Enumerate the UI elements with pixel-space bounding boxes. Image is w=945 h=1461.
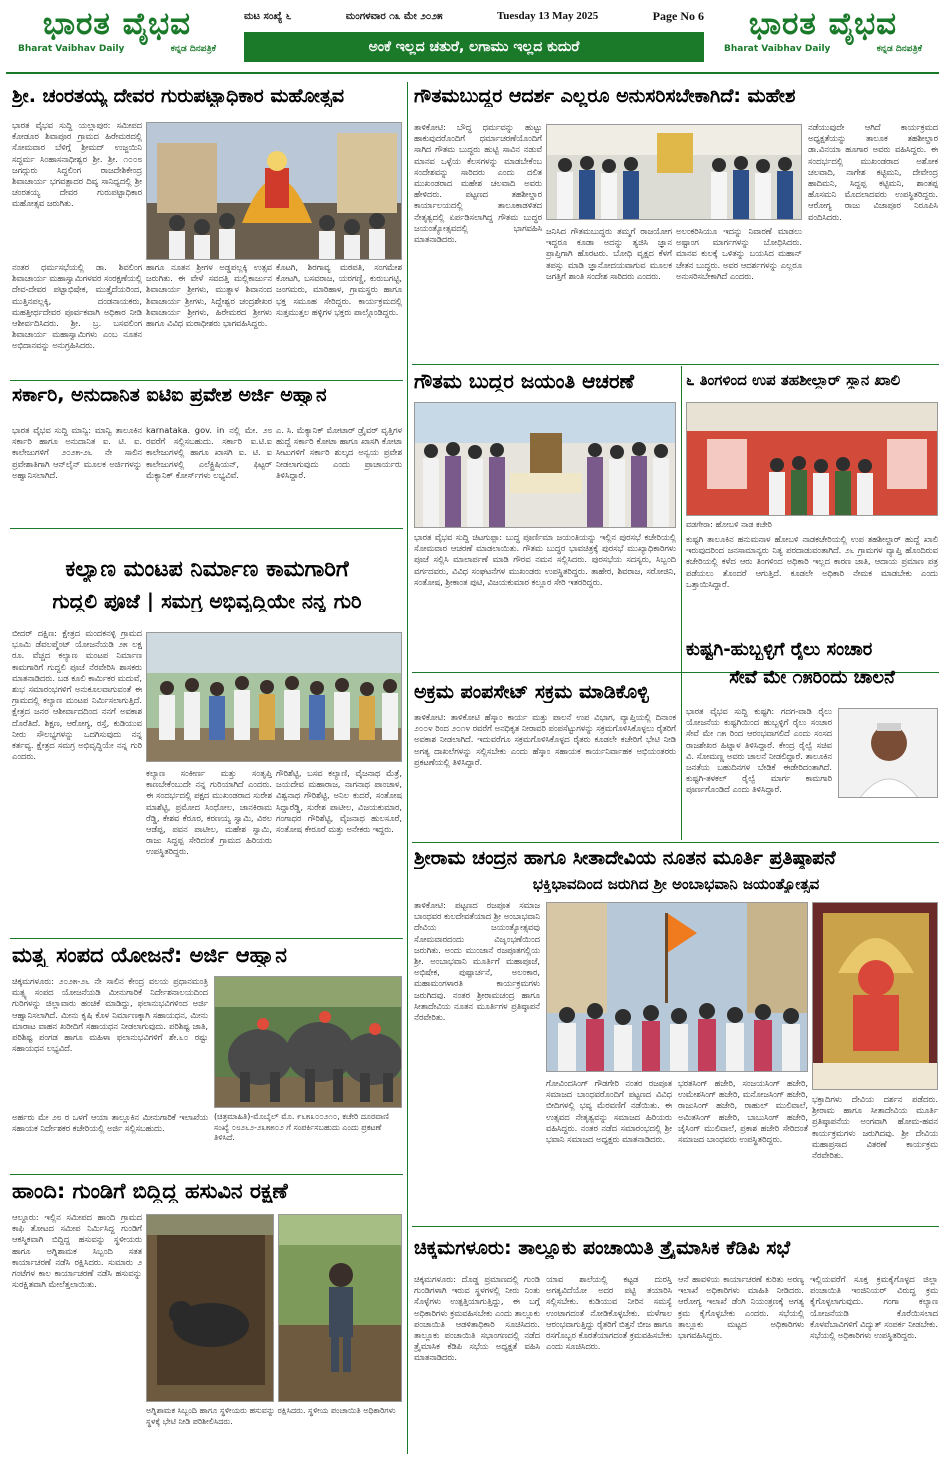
article-text: ಗೌರಿಶೆಟ್ಟಿ, ಬಸವ ಕಲ್ಯಾಣಿ, ವೈಜನಾಥ ಮೆತ್ರೆ, ಜಯದೇವ ಮಹಾರಾಜ, ನಾಗನಾಥ ಪಾಂಚಾಳ, ವಿಶ್ವನಾಥ ಗೌರಿಶೆಟ್ಟಿ, ಅನಿಲ ಕುದರೆ, ಸಂತೋಷ ಸಿದ್ದಾರೆಡ್ಡಿ, ಸುರೇಶ ಪಾಟೀಲ, ವಿಜಯಕುಮಾರ, ಗಂಗಾಧರ ಗೌರಿಶೆಟ್ಟಿ, ವೈಜನಾಥ ಹುಲಸೂರೆ, ಸಂತೋಷ ಕೇರೂರೆ ಮತ್ತು ಅನೇಕರು ಇದ್ದರು.: [276, 768, 402, 835]
photo-mp-portrait: [838, 708, 938, 798]
article-text: ಯಾವ ಶಾಲೆಯಲ್ಲಿ ಕಟ್ಟಡ ದುರಸ್ತಿ ಅಗತ್ಯವಿದೆಯೋ ಅದರ ಪಟ್ಟಿ ತಯಾರಿಸಿ ಸಲ್ಲಿಸಬೇಕು. ಕುಡಿಯುವ ನೀರಿನ ಸಮಸ್ಯೆ ಉಂಟಾಗದಂತೆ ನೋಡಿಕೊಳ್ಳಬೇಕು. ಮಳೆಗಾಲ ಆರಂಭವಾಗುತ್ತಿದ್ದು ರೈತರಿಗೆ ಬಿತ್ತನೆ ಬೀಜ ಹಾಗೂ ರಸಗೊಬ್ಬರ ಕೊರತೆಯಾಗದಂತೆ ಕ್ರಮವಹಿಸಬೇಕು ಎಂದು ಸೂಚಿಸಿದರು.: [546, 1274, 672, 1352]
headline-buddha-ideals: ಗೌತಮಬುದ್ಧರ ಆದರ್ಶ ಎಲ್ಲರೂ ಅನುಸರಿಸಬೇಕಾಗಿದೆ: ಮಹೇಶ: [414, 86, 796, 107]
article-text: ತಾಳಿಕೋಟಿ: ತಾಳಿಕೋಟಿ ಹೆಸ್ಕಾಂ ಕಾರ್ಯ ಮತ್ತು ಪಾಲನೆ ಉಪ ವಿಭಾಗ, ವ್ಯಾಪ್ತಿಯಲ್ಲಿ ದಿನಾಂಕ ೨೦೦೪ ರಿಂದ ೨೦೧೪ ರವರೆಗೆ ಅನಧಿಕೃತ ನೀರಾವರಿ ಪಂಪಸೆಟ್ಟುಗಳನ್ನು ಸಕ್ರಮಗೊಳಿಸಿಕೊಳ್ಳಲು ರೈತರಿಗೆ ಅವಕಾಶ ನೀಡಲಾಗಿದೆ. ಇದುವರೆಗೂ ಸಕ್ರಮಗೊಳಿಸಿಕೊಳ್ಳದ ರೈತರು ಕೂಡಲೇ ಕಚೇರಿಗೆ ಭೇಟಿ ನೀಡಿ ಅಗತ್ಯ ದಾಖಲೆಗಳನ್ನು ಸಲ್ಲಿಸಬೇಕು ಎಂದು ಹೆಸ್ಕಾಂ ಸಹಾಯಕ ಕಾರ್ಯನಿರ್ವಾಹಕ ಅಭಿಯಂತರರು ಪ್ರಕಟಣೆಯಲ್ಲಿ ತಿಳಿಸಿದ್ದಾರೆ.: [414, 712, 676, 767]
article-text: ಇಲ್ಲಿಯವರೆಗೆ ಸೂಕ್ತ ಕ್ರಮಕೈಗೊಳ್ಳದ ಜಿಲ್ಲಾ ಪಂಚಾಯಿತಿ ಇಂಜಿನಿಯರ್ ವಿರುದ್ಧ ಕ್ರಮ ಕೈಗೊಳ್ಳಲಾಗುವುದು. ಗಂಗಾ ಕಲ್ಯಾಣ ಯೋಜನೆಯಡಿ ಕೊರೆಯಿಸಲಾದ ಕೊಳವೆಬಾವಿಗಳಿಗೆ ವಿದ್ಯುತ್ ಸಂಪರ್ಕ ನೀಡಬೇಕು. ಸಭೆಯಲ್ಲಿ ಅಧಿಕಾರಿಗಳು ಉಪಸ್ಥಿತರಿದ್ದರು.: [810, 1274, 938, 1341]
photo-buddha-jayanti-group: [546, 124, 802, 220]
masthead-tagline: ಅಂಕೆ ಇಲ್ಲದ ಚತುರೆ, ಲಗಾಮು ಇಲ್ಲದ ಕುದುರೆ: [244, 32, 704, 62]
article-text: ಕೊಟಗಿ, ಶಿರಗಾವ್ಯ ಮಠಪತಿ, ಸಂಗಮೇಶ ಕೋಟಗಿ, ಬಸವರಾಜ, ಯರಗಣ್ಣಿ, ಕುರುಬಗಟ್ಟಿ, ಜಂಗಮರು, ಮಾರಿಹಾಳ, ಗ್ರಾಮಸ್ಥರು ಹಾಗೂ ಭಕ್ತ ಸಮೂಹ ಸೇರಿದ್ದರು. ಕಾರ್ಯಕ್ರಮದಲ್ಲಿ ಸುತ್ತಮುತ್ತಲ ಹಳ್ಳಿಗಳ ಭಕ್ತರು ಪಾಲ್ಗೊಂಡಿದ್ದರು.: [276, 262, 402, 317]
column-divider: [681, 366, 682, 670]
headline-kdp-meeting: ಚಿಕ್ಕಮಗಳೂರು: ತಾಲ್ಲೂಕು ಪಂಚಾಯಿತಿ ತ್ರೈಮಾಸಿಕ ಕೆಡಿಪಿ ಸಭೆ: [414, 1238, 791, 1259]
article-text: ನಡೆಯುವುದೇ ಆಗಿದೆ ಕಾರ್ಯಕ್ರಮದ ಅಧ್ಯಕ್ಷತೆಯನ್ನು ತಾಲೂಕ ತಹಶೀಲ್ದಾರ ಡಾ.ವಿನಯಾ ಹೂಗಾರ ಅವರು ವಹಿಸಿದ್ದರು. ಈ ಸಂದರ್ಭದಲ್ಲಿ ಮುಖಂಡರಾದ ಅಶೋಕ ಚಲವಾದಿ, ನಾಗೇಶ ಕಟ್ಟಿಮನಿ, ದೇವೇಂದ್ರ ಹಾದಿಮನಿ, ಸಿದ್ದಪ್ಪ ಕಟ್ಟಿಮನಿ, ಶಾಂತಪ್ಪ ಹೊಸಮನಿ ಮೊದಲಾದವರು ಉಪಸ್ಥಿತರಿದ್ದರು. ಆರೋಗ್ಯ ರಾಜು ವಿಜಾಪೂರ ನಿರೂಪಿಸಿ ವಂದಿಸಿದರು.: [808, 122, 938, 222]
article-divider: [412, 842, 939, 843]
headline-buddha-jayanti: ಗೌತಮ ಬುದ್ಧರ ಜಯಂತಿ ಆಚರಣೆ: [414, 370, 635, 392]
photo-caption: (ಚಿತ್ರಮಾಹಿತಿ)-ಮೊಬೈಲ್ ಮೊ. ೯೬೫೩೦೦೨೧೦, ಕಚೇರಿ ದೂರವಾಣಿ ಸಂಖ್ಯೆ ೦೮೨೬೨-೨೩೫೫೦೨ ಗೆ ಸಂಪರ್ಕಿಸಬಹುದು ಎಂದು ಪ್ರಕಟಣೆ ತಿಳಿಸಿದೆ.: [214, 1112, 389, 1142]
logo-title: ಭಾರತ ವೈಭವ: [748, 6, 898, 42]
headline-deputy-tahsildar: ೬ ತಿಂಗಳಿಂದ ಉಪ ತಹಶೀಲ್ದಾರ್ ಸ್ಥಾನ ಖಾಲಿ: [686, 372, 901, 389]
article-divider: [10, 1174, 403, 1175]
article-divider: [412, 1226, 939, 1227]
article-divider: [10, 938, 403, 939]
headline-train-service-2: ಸೇವೆ ಮೇ ೧೫ರಿಂದು ಚಾಲನೆ: [729, 668, 895, 688]
article-text: ಬೀದರ್ ದಕ್ಷಿಣ: ಕ್ಷೇತ್ರದ ಮಂದಕನಳ್ಳಿ ಗ್ರಾಮದ ಭೂಮಿ ಡೆವಲಪ್ಮೆಂಟ್ ಯೋಜನೆಯಡಿ ೨೫ ಲಕ್ಷ ರೂ. ವೆಚ್ಚದ ಕಲ್ಯಾಣ ಮಂಟಪ ನಿರ್ಮಾಣ ಕಾಮಗಾರಿಗೆ ಗುದ್ದಲಿ ಪೂಜೆ ನೆರವೇರಿಸಿ ಶಾಸಕರು ಮಾತನಾಡಿದರು. ಬಡ ಕೂಲಿ ಕಾರ್ಮಿಕರ ಮದುವೆ, ಶುಭ ಸಮಾರಂಭಗಳಿಗೆ ಅನುಕೂಲವಾಗುವಂತೆ ಈ ಗ್ರಾಮದಲ್ಲಿ ಕಲ್ಯಾಣ ಮಂಟಪ ನಿರ್ಮಿಸಲಾಗುತ್ತಿದೆ. ಕ್ಷೇತ್ರದ ಜನರ ಆಶೀರ್ವಾದದಿಂದ ನನಗೆ ಅವಕಾಶ ದೊರೆತಿದೆ. ಶಿಕ್ಷಣ, ಆರೋಗ್ಯ, ರಸ್ತೆ, ಕುಡಿಯುವ ನೀರು ಸೌಲಭ್ಯಗಳನ್ನು ಒದಗಿಸುವುದು ನನ್ನ ಕರ್ತವ್ಯ. ಕ್ಷೇತ್ರದ ಸಮಗ್ರ ಅಭಿವೃದ್ಧಿಯೇ ನನ್ನ ಗುರಿ ಎಂದರು.: [12, 628, 142, 762]
article-divider: [10, 528, 403, 529]
article-text: ತಾಳಿಕೋಟಿ: ಪಟ್ಟಣದ ರಜಪೂತ ಸಮಾಜ ಬಾಂಧವರ ಕುಲದೇವತೆಯಾದ ಶ್ರೀ ಅಂಬಾಭವಾನಿ ದೇವಿಯ ಜಯಂತ್ಯೋತ್ಸವವು ಸೋಮವಾರದಂದು ವಿಜೃಂಭಣೆಯಿಂದ ಜರುಗಿತು. ಅಂದು ಮುಂಜಾನೆ ರಜಪೂತಗಲ್ಲಿಯ ಶ್ರೀ. ಅಂಬಾಭವಾನಿ ಮೂರ್ತಿಗೆ ಮಹಾಪೂಜೆ, ಅಭಿಷೇಕ, ಪುಷ್ಪಾರ್ಚನೆ, ಅಲಂಕಾರ, ಮಹಾಮಂಗಳಾರತಿ ಕಾರ್ಯಕ್ರಮಗಳು ಜರುಗಿದವು. ನಂತರ ಶ್ರೀರಾಮಚಂದ್ರ ಹಾಗೂ ಸೀತಾದೇವಿಯ ನೂತನ ಮೂರ್ತಿಗಳ ಪ್ರತಿಷ್ಠಾಪನೆ ನೆರವೇರಿತು.: [414, 900, 540, 1023]
headline-pumpset: ಅಕ್ರಮ ಪಂಪಸೇಟ್ ಸಕ್ರಮ ಮಾಡಿಕೊಳ್ಳಿ: [414, 682, 649, 703]
article-text: ಆನೆ ಹಾವಳಿಯ ಕಾರ್ಯಾಚರಣೆ ಕುರಿತು ಅರಣ್ಯ ಇಲಾಖೆ ಅಧಿಕಾರಿಗಳು ಮಾಹಿತಿ ನೀಡಿದರು. ಆರೋಗ್ಯ ಇಲಾಖೆ ಡೆಂಗಿ ನಿಯಂತ್ರಣಕ್ಕೆ ಅಗತ್ಯ ಕ್ರಮ ಕೈಗೊಳ್ಳಬೇಕು ಎಂದರು. ಸಭೆಯಲ್ಲಿ ತಾಲ್ಲೂಕು ಮಟ್ಟದ ಅಧಿಕಾರಿಗಳು ಭಾಗವಹಿಸಿದ್ದರು.: [678, 1274, 804, 1341]
article-text: ಗೋವಿಂದಸಿಂಗ್ ಗೌಡಗೇರಿ ನಂತರ ರಜಪೂತ ಸಮಾಜದ ಬಾಂಧವರೊಂದಿಗೆ ಪಟ್ಟಣದ ವಿವಿಧ ಬೀದಿಗಳಲ್ಲಿ ಭವ್ಯ ಮೆರವಣಿಗೆ ನಡೆಯಿತು. ಈ ಉತ್ಸವದ ನೇತೃತ್ವವನ್ನು ಸಮಾಜದ ಹಿರಿಯರು ವಹಿಸಿದ್ದರು. ನಂತರ ನಡೆದ ಸಮಾರಂಭದಲ್ಲಿ ಶ್ರೀ ಭವಾನಿ ಸಮಾಜದ ಅಧ್ಯಕ್ಷರು ಮಾತನಾಡಿದರು.: [546, 1078, 672, 1145]
article-text: ಜನಿಸಿದ ಗೌತಮಬುದ್ಧರು ತಮ್ಮಗೆ ರಾಜಯೋಗ ಇದ್ದರೂ ಕೂಡಾ ಅದನ್ನು ತ್ಯಜಿಸಿ ಜ್ಞಾನ ಪ್ರಾಪ್ತಿಗಾಗಿ ಹೊರಟರು. ಬೋಧಿ ವೃಕ್ಷದ ಕೆಳಗೆ ತಪಸ್ಸು ಮಾಡಿ ಜ್ಞಾನೋದಯವಾಗುವ ಮೂಲಕ ಜಗತ್ತಿಗೆ ಶಾಂತಿ ಸಂದೇಶ ಸಾರಿದರು ಎಂದರು.: [546, 226, 672, 281]
headline-cow-rescue: ಹಾಂದಿ: ಗುಂಡಿಗೆ ಬಿದ್ದಿದ್ದ ಹಸುವಿನ ರಕ್ಷಣೆ: [12, 1180, 288, 1203]
article-text: ಎ. ಸಿ. ಮೆಕ್ಯಾನಿಕ್ ಮೋಟಾರ್ ಡ್ರೈವರ್ ವೃತ್ತಿಗಳ ಹುದ್ದೆ ಸರ್ಕಾರಿ ಕೋಟಾ ಹಾಗೂ ಖಾಸಗಿ ಕೋಟಾ ಸೀಟುಗಳಿಗೆ ಸರ್ಕಾರಿ ಶುಲ್ಕದ ಅನ್ವಯ ಪ್ರವೇಶ ನೀಡಲಾಗುವುದು ಎಂದು ಪ್ರಾಚಾರ್ಯರು ತಿಳಿಸಿದ್ದಾರೆ.: [276, 425, 402, 480]
headline-sriram-idol: ಶ್ರೀರಾಮ ಚಂದ್ರನ ಹಾಗೂ ಸೀತಾದೇವಿಯ ನೂತನ ಮೂರ್ತಿ ಪ್ರತಿಷ್ಠಾಪನೆ: [414, 848, 836, 869]
article-text: ಚಿಕ್ಕಮಗಳೂರು: ದೊಡ್ಡ ಪ್ರಮಾಣದಲ್ಲಿ ಗುಂಡಿ ಗುಂಡಿಗಳಾಗಿ ಇರುವ ಸ್ಥಳಗಳಲ್ಲಿ ನೀರು ನಿಂತು ಸೊಳ್ಳೆಗಳು ಉತ್ಪತ್ತಿಯಾಗುತ್ತಿದ್ದು, ಈ ಬಗ್ಗೆ ಅಧಿಕಾರಿಗಳು ಕ್ರಮವಹಿಸಬೇಕು ಎಂದು ತಾಲ್ಲೂಕು ಪಂಚಾಯಿತಿ ಆಡಳಿತಾಧಿಕಾರಿ ಸೂಚಿಸಿದರು. ತಾಲ್ಲೂಕು ಪಂಚಾಯಿತಿ ಸಭಾಂಗಣದಲ್ಲಿ ನಡೆದ ತ್ರೈಮಾಸಿಕ ಕೆಡಿಪಿ ಸಭೆಯ ಅಧ್ಯಕ್ಷತೆ ವಹಿಸಿ ಮಾತನಾಡಿದರು.: [414, 1274, 540, 1363]
headline-kalyana-mantapa: ಕಲ್ಯಾಣ ಮಂಟಪ ನಿರ್ಮಾಣ ಕಾಮಗಾರಿಗೆ: [65, 558, 349, 582]
article-divider: [10, 380, 403, 381]
article-text: ಭಾರತ ವೈಭವ ಸುದ್ದಿ ಕುಷ್ಟಗಿ: ಗದಗ-ವಾಡಿ ರೈಲು ಯೋಜನೆಯ ಕುಷ್ಟಗಿಯಿಂದ ಹುಬ್ಬಳ್ಳಿಗೆ ರೈಲು ಸಂಚಾರ ಸೇವೆ ಮೇ ೧೫ ರಿಂದ ಆರಂಭವಾಗಲಿದೆ ಎಂದು ಸಂಸದ ರಾಜಶೇಖರ ಹಿಟ್ನಾಳ ತಿಳಿಸಿದ್ದಾರೆ. ಕೇಂದ್ರ ರೈಲ್ವೆ ಸಚಿವ ವಿ. ಸೋಮಣ್ಣ ಅವರು ಚಾಲನೆ ನೀಡಲಿದ್ದಾರೆ. ತಾಲೂಕಿನ ಜನತೆಯ ಬಹುದಿನಗಳ ಬೇಡಿಕೆ ಈಡೇರಿದಂತಾಗಿದೆ. ಕುಷ್ಟಗಿ-ತಳಕಲ್ ರೈಲ್ವೆ ಮಾರ್ಗ ಕಾಮಗಾರಿ ಪೂರ್ಣಗೊಂಡಿದೆ ಎಂದು ತಿಳಿಸಿದ್ದಾರೆ.: [686, 706, 832, 795]
article-text: ಭಾರತ ವೈಭವ ಸುದ್ದಿ ಚಿಟಗುಪ್ಪಾ: ಬುದ್ಧ ಪೂರ್ಣಿಮಾ ಜಯಂತಿಯನ್ನು ಇಲ್ಲಿನ ಪುರಸಭೆ ಕಚೇರಿಯಲ್ಲಿ ಸೋಮವಾರ ಆಚರಣೆ ಮಾಡಲಾಯಿತು. ಗೌತಮ ಬುದ್ಧರ ಭಾವಚಿತ್ರಕ್ಕೆ ಪುರಸಭೆ ಮುಖ್ಯಾಧಿಕಾರಿಗಳು ಪೂಜೆ ಸಲ್ಲಿಸಿ ಮಾಲಾರ್ಪಣೆ ಮಾಡಿ ಗೌರವ ನಮನ ಸಲ್ಲಿಸಿದರು. ಪುರಸಭೆಯ ಸದಸ್ಯರು, ಸಿಬ್ಬಂದಿ ವರ್ಗದವರು, ವಿವಿಧ ಸಂಘಟನೆಗಳ ಮುಖಂಡರು ಉಪಸ್ಥಿತರಿದ್ದರು. ತಾಹೇರ, ಶಿವರಾಜ, ಸರೋಜಿನಿ, ಸಂತೋಷ, ಶ್ರೀಕಾಂತ ಪುಟಿ, ವಿಜಯಕುಮಾರ ಕಲ್ಲೂರ ಸೇರಿ ಇತರರಿದ್ದರು.: [414, 532, 676, 587]
logo-sub-en: Bharat Vaibhav Daily: [18, 44, 125, 54]
column-divider: [681, 634, 682, 840]
date-kannada: ಮಂಗಳವಾರ ೧೩ ಮೇ ೨೦೨೫: [345, 10, 443, 22]
article-text: ಭಾರತ ವೈಭವ ಸುದ್ದಿ ಮಾನ್ವಿ: ಮಾನ್ವಿ ತಾಲೂಕಿನ ಸರ್ಕಾರಿ ಹಾಗೂ ಅನುದಾನಿತ ಐ. ಟಿ. ಐ. ಕಾಲೇಜುಗಳಿಗೆ ೨೦೨೫-೨೬ ನೇ ಸಾಲಿನ ಪ್ರವೇಶಾತಿಗಾಗಿ ಆನ್‌ಲೈನ್ ಮೂಲಕ ಅರ್ಜಿಗಳನ್ನು ಅಹ್ವಾನಿಸಲಾಗಿದೆ.: [12, 425, 142, 480]
masthead-logo-right: [714, 4, 932, 66]
headline-train-service: ಕುಷ್ಟಗಿ-ಹುಬ್ಬಳ್ಳಿಗೆ ರೈಲು ಸಂಚಾರ: [686, 640, 873, 660]
photo-nada-kacheri: [686, 402, 938, 516]
headline-kalyana-mantapa-2: ಗುದ್ದಲಿ ಪೂಜೆ | ಸಮಗ್ರ ಅಭಿವೃದ್ಧಿಯೇ ನನ್ನ ಗುರಿ: [52, 590, 362, 612]
date-english: Tuesday 13 May 2025: [496, 10, 599, 22]
photo-groundbreaking: [146, 632, 402, 762]
photo-procession: [546, 902, 808, 1072]
masthead-divider: [6, 72, 939, 74]
photo-goddess-idol: [812, 902, 938, 1090]
issue-number: ಮಟ ಸಂಖ್ಯೆ ೬: [244, 10, 292, 22]
logo-sub-kn: ಕನ್ನಡ ದಿನಪತ್ರಿಕೆ: [876, 44, 922, 54]
logo-sub-en: Bharat Vaibhav Daily: [724, 44, 831, 54]
headline-gurupattadhikara: ಶ್ರೀ. ಚಂರತಯ್ಯ ದೇವರ ಗುರುಪಟ್ಟಾಧಿಕಾರ ಮಹೋತ್ಸವ: [12, 86, 345, 107]
article-text: ಭರತಸಿಂಗ್ ಹಜೇರಿ, ಸಂಜಯಸಿಂಗ್ ಹಜೇರಿ, ಉಮೇಶಸಿಂಗ್ ಹಜೇರಿ, ಮನೋಜಸಿಂಗ್ ಹಜೇರಿ, ರಾಜುಸಿಂಗ್ ಹಜೇರಿ, ರಾಹುಲ್ ಮುಲಿವಾಲೆ, ಅಮಿತಸಿಂಗ್ ಹಜೇರಿ, ಬಾಬುಸಿಂಗ್ ಹಜೇರಿ, ಜೈಸಿಂಗ್ ಮುಲಿವಾಲೆ, ಪ್ರಕಾಶ ಹಜೇರಿ ಸೇರಿದಂತೆ ಸಮಾಜದ ಬಾಂಧವರು ಉಪಸ್ಥಿತರಿದ್ದರು.: [678, 1078, 808, 1145]
article-text: ಅರ್ಹರು ಮೇ ೨೮ ರ ಒಳಗೆ ಆಯಾ ತಾಲ್ಲೂಕಿನ ಮೀನುಗಾರಿಕೆ ಇಲಾಖೆಯ ಸಹಾಯಕ ನಿರ್ದೇಶಕರ ಕಚೇರಿಯಲ್ಲಿ ಅರ್ಜಿ ಸಲ್ಲಿಸಬಹುದು.: [12, 1112, 208, 1134]
masthead-meta: [244, 6, 704, 26]
masthead-logo-left: [8, 4, 226, 66]
article-text: ಆಲ್ದೂರು: ಇಲ್ಲಿನ ಸಮೀಪದ ಹಾಂದಿ ಗ್ರಾಮದ ಕಾಫಿ ತೋಟದ ಸಮೀಪ ನಿರ್ಮಿಸಿದ್ದ ಗುಂಡಿಗೆ ಆಕಸ್ಮಿಕವಾಗಿ ಬಿದ್ದಿದ್ದ ಹಸುವನ್ನು ಸ್ಥಳೀಯರು ಹಾಗೂ ಅಗ್ನಿಶಾಮಕ ಸಿಬ್ಬಂದಿ ಸತತ ಕಾರ್ಯಾಚರಣೆ ನಡೆಸಿ ರಕ್ಷಿಸಿದರು. ಸುಮಾರು ೨ ಗಂಟೆಗಳ ಕಾಲ ಕಾರ್ಯಾಚರಣೆ ನಡೆಸಿ ಹಸುವನ್ನು ಸುರಕ್ಷಿತವಾಗಿ ಮೇಲೆತ್ತಲಾಯಿತು.: [12, 1212, 142, 1290]
article-text: karnataka. gov. in ನಲ್ಲಿ ಮೇ. ೨೮ ರವರೆಗೆ ಸಲ್ಲಿಸಬಹುದು. ಸರ್ಕಾರಿ ಐ.ಟಿ.ಐ ಕಾಲೇಜುಗಳಲ್ಲಿ ಹಾಗೂ ಖಾಸಗಿ ಐ. ಟಿ. ಐ ಕಾಲೇಜುಗಳಲ್ಲಿ ಎಲೆಕ್ಟ್ರಿಷಿಯನ್, ಫಿಟ್ಟರ್ ಮೆಕ್ಯಾನಿಕ್ ಕೋರ್ಸ್‌ಗಳು ಲಭ್ಯವಿವೆ.: [146, 425, 272, 480]
article-text: ಹಾಗೂ ನೂತನ ಶ್ರೀಗಳ ಅಡ್ಡಪಲ್ಲಕ್ಕಿ ಉತ್ಸವ ಜರುಗಿತು. ಈ ವೇಳೆ ಸವದತ್ತಿ ಮಲ್ಲಿಕಾರ್ಜುನ ಶಿವಾಚಾರ್ಯ ಶ್ರೀಗಳು, ಮುತ್ನಾಳ ಶಿವಾನಂದ ಶಿವಾಚಾರ್ಯ ಶ್ರೀಗಳು, ಸಿದ್ದೇಶ್ವರ ಚಂದ್ರಶೇಖರ ಶಿವಾಚಾರ್ಯ ಶ್ರೀಗಳು, ಹಿರೇಮಠದ ಶ್ರೀಗಳು ಹಾಗೂ ವಿವಿಧ ಮಠಾಧೀಶರು ಭಾಗವಹಿಸಿದ್ದರು.: [146, 262, 272, 329]
page-number: Page No 6: [652, 8, 704, 23]
article-text: ನಂತರ ಧರ್ಮಸಭೆಯಲ್ಲಿ ಡಾ. ಶಿವಲಿಂಗ ಶಿವಾಚಾರ್ಯ ಮಹಾಸ್ವಾಮಿಗಳವರ ಸಂರಕ್ಷಣೆಯಲ್ಲಿ ದೇವ-ದೇವರ ಪಟ್ಟಾಭಿಷೇಕ, ಮುತ್ತೈದೆಯರಿಂದ, ಮುತ್ತಿನಪಲ್ಲಕ್ಕಿ, ದಂಡನಾಯಕರು, ಮಹತ್ತೀರ್ಥದೇವರ ಪೂರ್ವಕವಾಗಿ ಅಧಿಕಾರ ನೀಡಿ ಆಶೀರ್ವದಿಸಿದರು. ಶ್ರೀ. ಬ್ರ. ಬಸವಲಿಂಗ ಶಿವಾಚಾರ್ಯ ಮಹಾಸ್ವಾಮಿಗಳು ಎಂಬ ನೂತನ ಅಭಿದಾನವನ್ನು ಅನುಗ್ರಹಿಸಿದರು.: [12, 262, 142, 351]
photo-caption: ಅಗ್ನಿಶಾಮಕ ಸಿಬ್ಬಂದಿ ಹಾಗೂ ಸ್ಥಳೀಯರು ಹಸುವನ್ನು ರಕ್ಷಿಸಿದರು. ಸ್ಥಳೀಯ ಪಂಚಾಯಿತಿ ಅಧಿಕಾರಿಗಳು ಸ್ಥಳಕ್ಕೆ ಭೇಟಿ ನೀಡಿ ಪರಿಶೀಲಿಸಿದರು.: [146, 1406, 396, 1426]
article-text: ತಾಳಿಕೋಟಿ: ಬೌದ್ಧ ಧರ್ಮವನ್ನು ಹುಟ್ಟು ಹಾಕುವುದರೊಂದಿಗೆ ಧರ್ಮಾಚರಣೆಯೊಂದಿಗೆ ಸಾಗಿದ ಗೌತಮ ಬುದ್ಧರು ಹುಟ್ಟಿ ಸಾವಿನ ನಡುವೆ ಮಾನವ ಒಳ್ಳೆಯ ಕೆಲಸಗಳನ್ನು ಮಾಡಬೇಕೆಂಬ ಸಂದೇಶವನ್ನು ಸಾರಿದರು ಎಂದು ದಲಿತ ಮುಖಂಡರಾದ ಮಹೇಶ ಚಲವಾದಿ ಅವರು ಹೇಳಿದರು. ಪಟ್ಟಣದ ತಹಶೀಲ್ದಾರ ಕಾರ್ಯಾಲಯದಲ್ಲಿ ತಾಲೂಕಾಡಳಿತದ ನೇತೃತ್ವದಲ್ಲಿ ಏರ್ಪಡಿಸಲಾಗಿದ್ದ ಗೌತಮ ಬುದ್ಧರ ಜಯಂತ್ಯೋತ್ಸವದಲ್ಲಿ ಭಾಗವಹಿಸಿ ಮಾತನಾಡಿದರು.: [414, 122, 542, 245]
article-text: ಭಕ್ತಾದಿಗಳು ದೇವಿಯ ದರ್ಶನ ಪಡೆದರು. ಶ್ರೀರಾಮ ಹಾಗೂ ಸೀತಾದೇವಿಯ ಮೂರ್ತಿ ಪ್ರತಿಷ್ಠಾಪನೆಯ ಅಂಗವಾಗಿ ಹೋಮ-ಹವನ ಕಾರ್ಯಕ್ರಮಗಳು ಜರುಗಿದವು. ಶ್ರೀ ದೇವಿಯ ಮಹಾಪ್ರಸಾದ ವಿತರಣೆ ಕಾರ್ಯಕ್ರಮ ನೆರವೇರಿತು.: [812, 1094, 938, 1161]
headline-iti-admission: ಸರ್ಕಾರಿ, ಅನುದಾನಿತ ಐಟಿಐ ಪ್ರವೇಶ ಅರ್ಜಿ ಅಹ್ವಾನ: [12, 385, 327, 406]
article-text: ಕುಷ್ಟಗಿ ತಾಲೂಕಿನ ಹನುಮನಾಳ ಹೋಬಳಿ ನಾಡಕಚೇರಿಯಲ್ಲಿ ಉಪ ತಹಶೀಲ್ದಾರ್ ಹುದ್ದೆ ಖಾಲಿ ಇರುವುದರಿಂದ ಜನಸಾಮಾನ್ಯರು ನಿತ್ಯ ಪರದಾಡುವಂತಾಗಿದೆ. ೨೬ ಗ್ರಾಮಗಳ ವ್ಯಾಪ್ತಿ ಹೊಂದಿರುವ ಕಚೇರಿಯಲ್ಲಿ ಕಳೆದ ಆರು ತಿಂಗಳಿಂದ ಅಧಿಕಾರಿ ಇಲ್ಲದ ಕಾರಣ ಜಾತಿ, ಆದಾಯ ಪ್ರಮಾಣ ಪತ್ರ ಪಡೆಯಲು ತೊಂದರೆ ಆಗುತ್ತಿದೆ. ಕೂಡಲೇ ಅಧಿಕಾರಿ ನೇಮಕ ಮಾಡಬೇಕು ಎಂದು ಒತ್ತಾಯಿಸಿದ್ದಾರೆ.: [686, 534, 938, 589]
photo-caption: ವಡಗೇರಾ: ಹೋಬಳಿ ನಾಡ ಕಚೇರಿ: [686, 520, 772, 529]
column-divider: [407, 82, 408, 1454]
photo-elephants: [214, 976, 402, 1108]
logo-title: ಭಾರತ ವೈಭವ: [42, 6, 192, 42]
article-text: ಚಿಕ್ಕಮಗಳೂರು: ೨೦೨೫-೨೬ ನೇ ಸಾಲಿನ ಕೇಂದ್ರ ವಲಯ ಪ್ರಧಾನಮಂತ್ರಿ ಮತ್ಸ್ಯ ಸಂಪದ ಯೋಜನೆಯಡಿ ಮೀನುಗಾರಿಕೆ ನಿರ್ದೇಶನಾಲಯದಿಂದ ಗುರಿಗಳನ್ನು ಜಿಲ್ಲಾವಾರು ಹಂಚಿಕೆ ಮಾಡಿದ್ದು, ಫಲಾನುಭವಿಗಳಿಂದ ಅರ್ಜಿ ಆಹ್ವಾನಿಸಲಾಗಿದೆ. ಮೀನು ಕೃಷಿ ಕೊಳ ನಿರ್ಮಾಣಕ್ಕಾಗಿ ಸಹಾಯಧನ, ಮೀನು ಮಾರಾಟ ವಾಹನ ಖರೀದಿಗೆ ಸಹಾಯಧನ ನೀಡಲಾಗುವುದು. ಪರಿಶಿಷ್ಟ ಜಾತಿ, ಪರಿಶಿಷ್ಟ ಪಂಗಡ ಹಾಗೂ ಮಹಿಳಾ ಫಲಾನುಭವಿಗಳಿಗೆ ಶೇ.೬೦ ರಷ್ಟು ಸಹಾಯಧನ ಲಭ್ಯವಿದೆ.: [12, 976, 208, 1054]
photo-chariot-procession: [146, 122, 402, 260]
article-divider: [412, 364, 939, 365]
logo-sub-kn: ಕನ್ನಡ ದಿನಪತ್ರಿಕೆ: [170, 44, 216, 54]
article-text: ಅಲಂಕರಿಸಿಯೂ ಇದನ್ನು ನಿವಾರಣೆ ಮಾಡಲು ಅಷ್ಟಾಂಗ ಮಾರ್ಗಗಳನ್ನು ಬೋಧಿಸಿದರು. ಮಾನವ ಕುಲಕ್ಕೆ ಒಳಿತನ್ನು ಬಯಸಿದ ಮಹಾನ್ ಚೇತನ ಬುದ್ಧರು. ಅವರ ಆದರ್ಶಗಳನ್ನು ಎಲ್ಲರೂ ಅನುಸರಿಸಬೇಕಾಗಿದೆ ಎಂದರು.: [676, 226, 802, 281]
subheadline-ambabhavani: ಭಕ್ತಿಭಾವದಿಂದ ಜರುಗಿದ ಶ್ರೀ ಅಂಬಾಭವಾನಿ ಜಯಂತ್ಯೋತ್ಸವ: [532, 876, 820, 893]
article-text: ಕಲ್ಯಾಣ ಸಂಕೀರ್ಣ ಮತ್ತು ಸಂತೃಪ್ತಿ ಕಾಣಬೇಕೆಂಬುದೇ ನನ್ನ ಗುರಿಯಾಗಿದೆ ಎಂದರು. ಈ ಸಂದರ್ಭದಲ್ಲಿ ಪಕ್ಷದ ಮುಖಂಡರಾದ ಸುರೇಶ ಮಾಶೆಟ್ಟಿ, ಪ್ರಮೋದ ಸಿಂಧೋಲ, ಜಾನಕಿರಾಮ ರೆಡ್ಡಿ, ಕೇಶವ ಕೆರೂರ, ಕರಣಯ್ಯ ಸ್ವಾಮಿ, ವಿಠಲ ಆಡೆಪ್ಪ, ಪವನ ಪಾಟೀಲ, ಮಹೇಶ ಸ್ವಾಮಿ, ರಾಜು ಸಿದ್ದಪ್ಪ ಸೇರಿದಂತೆ ಗ್ರಾಮದ ಹಿರಿಯರು ಉಪಸ್ಥಿತರಿದ್ದರು.: [146, 768, 272, 857]
photo-rescue-workers: [278, 1214, 402, 1402]
photo-buddha-jayanti-office: [414, 402, 676, 528]
headline-matsya-sampada: ಮತ್ಸ್ಯ ಸಂಪದ ಯೋಜನೆ: ಅರ್ಜಿ ಆಹ್ವಾನ: [12, 944, 287, 967]
article-text: ಭಾರತ ವೈಭವ ಸುದ್ದಿ ಯಲ್ಲಾಪುರ: ಸಮೀಪದ ಕೋಡೂರ ಶಿವಾಪೂರ ಗ್ರಾಮದ ಹಿರೇಮಠದಲ್ಲಿ ಸೋಮವಾರ ಬೆಳಿಗ್ಗೆ ಶ್ರೀಮದ್ ಉಜ್ಜಯಿನಿ ಸದ್ಧರ್ಮ ಸಿಂಹಾಸನಾಧೀಶ್ವರ ಶ್ರೀ. ಶ್ರೀ. ೧೦೦೮ ಜಗದ್ಗುರು ಸಿದ್ದಲಿಂಗ ರಾಜದೇಶಿಕೇಂದ್ರ ಶಿವಾಚಾರ್ಯ ಭಗವತ್ಪಾದರ ದಿವ್ಯ ಸಾನಿಧ್ಯದಲ್ಲಿ ಶ್ರೀ ಚಂರತಯ್ಯ ದೇವರ ಗುರುಪಟ್ಟಾಧಿಕಾರ ಮಹೋತ್ಸವ ಜರುಗಿತು.: [12, 120, 142, 209]
photo-cow-in-pit: [146, 1214, 274, 1402]
